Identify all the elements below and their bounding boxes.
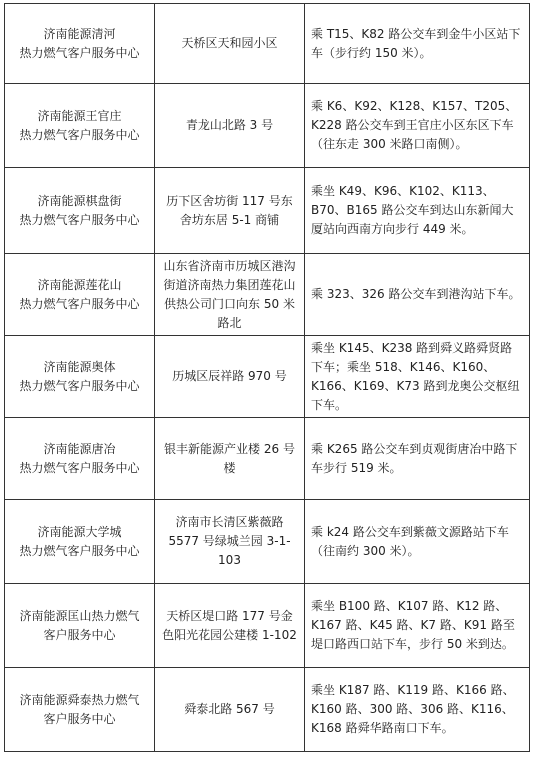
service-center-address: 天桥区堤口路 177 号金色阳光花园公建楼 1-102 bbox=[155, 584, 305, 668]
bus-route-directions: 乘 323、326 路公交车到港沟站下车。 bbox=[305, 254, 530, 336]
bus-route-directions: 乘坐 K49、K96、K102、K113、B70、B165 路公交车到达山东新闻大厦站向西南方向步行 449 米。 bbox=[305, 168, 530, 254]
service-center-name: 济南能源奥体 热力燃气客户服务中心 bbox=[5, 336, 155, 418]
service-center-name: 济南能源舜泰热力燃气 客户服务中心 bbox=[5, 668, 155, 752]
service-center-name: 济南能源清河 热力燃气客户服务中心 bbox=[5, 4, 155, 84]
bus-route-directions: 乘坐 K187 路、K119 路、K166 路、K160 路、300 路、306 路、K116、K168 路舜华路南口下车。 bbox=[305, 668, 530, 752]
bus-route-directions: 乘 K6、K92、K128、K157、T205、K228 路公交车到王官庄小区东区下车（往东走 300 米路口南侧）。 bbox=[305, 84, 530, 168]
bus-route-directions: 乘 T15、K82 路公交车到金牛小区站下车（步行约 150 米）。 bbox=[305, 4, 530, 84]
table-row bbox=[5, 584, 530, 668]
service-center-address: 山东省济南市历城区港沟街道济南热力集团莲花山供热公司门口向东 50 米路北 bbox=[155, 254, 305, 336]
service-center-name: 济南能源匡山热力燃气 客户服务中心 bbox=[5, 584, 155, 668]
service-center-address: 舜泰北路 567 号 bbox=[155, 668, 305, 752]
bus-route-directions: 乘 K265 路公交车到贞观街唐冶中路下车步行 519 米。 bbox=[305, 418, 530, 500]
service-center-name: 济南能源莲花山 热力燃气客户服务中心 bbox=[5, 254, 155, 336]
service-center-name: 济南能源大学城 热力燃气客户服务中心 bbox=[5, 500, 155, 584]
table-row bbox=[5, 168, 530, 254]
service-center-address: 青龙山北路 3 号 bbox=[155, 84, 305, 168]
table-row bbox=[5, 418, 530, 500]
table-row bbox=[5, 4, 530, 84]
table-row bbox=[5, 668, 530, 752]
bus-route-directions: 乘坐 K145、K238 路到舜义路舜贤路下车；乘坐 518、K146、K160、K166、K169、K73 路到龙奥公交枢纽下车。 bbox=[305, 336, 530, 418]
service-center-address: 天桥区天和园小区 bbox=[155, 4, 305, 84]
service-center-address: 济南市长清区紫薇路 5577 号绿城兰园 3-1-103 bbox=[155, 500, 305, 584]
table-row bbox=[5, 336, 530, 418]
table-row bbox=[5, 500, 530, 584]
service-center-table bbox=[4, 3, 530, 752]
service-center-name: 济南能源棋盘街 热力燃气客户服务中心 bbox=[5, 168, 155, 254]
service-center-name: 济南能源王官庄 热力燃气客户服务中心 bbox=[5, 84, 155, 168]
service-center-address: 银丰新能源产业楼 26 号楼 bbox=[155, 418, 305, 500]
service-center-address: 历下区舍坊街 117 号东舍坊东居 5-1 商铺 bbox=[155, 168, 305, 254]
table-row bbox=[5, 84, 530, 168]
bus-route-directions: 乘 k24 路公交车到紫薇文源路站下车（往南约 300 米）。 bbox=[305, 500, 530, 584]
table-body bbox=[5, 4, 530, 752]
service-center-name: 济南能源唐冶 热力燃气客户服务中心 bbox=[5, 418, 155, 500]
service-center-address: 历城区辰祥路 970 号 bbox=[155, 336, 305, 418]
table-row bbox=[5, 254, 530, 336]
bus-route-directions: 乘坐 B100 路、K107 路、K12 路、K167 路、K45 路、K7 路、K91 路至堤口路西口站下车，步行 50 米到达。 bbox=[305, 584, 530, 668]
